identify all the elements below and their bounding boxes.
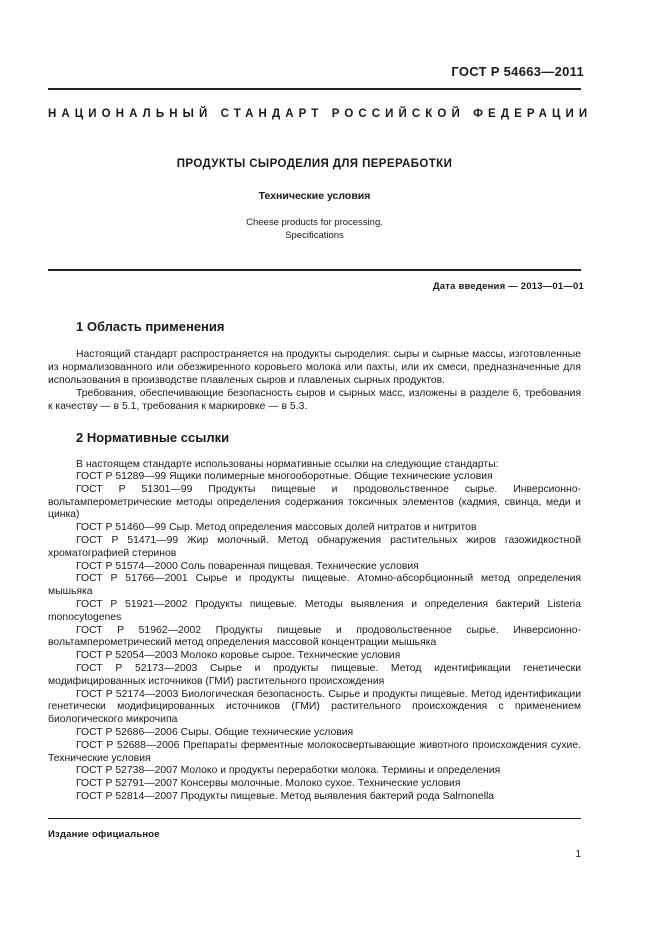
national-standard-banner: НАЦИОНАЛЬНЫЙ СТАНДАРТ РОССИЙСКОЙ ФЕДЕРАЦИИ <box>48 108 593 120</box>
page-number: 1 <box>575 849 581 860</box>
reference-item: ГОСТ Р 51289—99 Ящики полимерные многооборотные. Общие технические условия <box>76 471 493 482</box>
footer-rule <box>48 818 581 819</box>
section-normative-references <box>48 430 581 804</box>
reference-item: ГОСТ Р 51962—2002 Продукты пищевые и продовольственное сырье. Инверсионно-вольтамперометрический метод определения массовой концентрации мышьяка <box>48 624 581 649</box>
reference-item: ГОСТ Р 52174—2003 Биологическая безопасность. Сырье и продукты пищевые. Метод идентификации генетически модифицированных источников (ГМИ) растительного происхождения с применением биологического микрочипа <box>48 688 581 726</box>
section-heading: 1 Область применения <box>76 319 225 334</box>
edition-note: Издание официальное <box>48 829 160 840</box>
reference-item: ГОСТ Р 51460—99 Сыр. Метод определения массовых долей нитратов и нитритов <box>76 522 477 534</box>
english-title-line: Specifications <box>285 230 344 241</box>
reference-list <box>48 471 581 804</box>
paragraph: Требования, обеспечивающие безопасность сыров и сырных масс, изложены в разделе 6, требования к качеству — в 5.1, требования к маркировке — в 5.3. <box>48 388 581 412</box>
document-subtitle: Технические условия <box>258 190 371 202</box>
english-title-line: Cheese products for processing. <box>246 217 383 228</box>
reference-item: ГОСТ Р 52686—2006 Сыры. Общие технические условия <box>76 726 354 738</box>
reference-item: ГОСТ Р 51471—99 Жир молочный. Метод обнаружения растительных жиров газожидкостной хроматографией стеринов <box>48 534 581 559</box>
reference-item: ГОСТ Р 52814—2007 Продукты пищевые. Метод выявления бактерий рода Salmonella <box>76 790 495 802</box>
header-rule <box>48 88 581 90</box>
reference-item: ГОСТ Р 52791—2007 Консервы молочные. Молоко сухое. Технические условия <box>76 778 461 790</box>
paragraph: В настоящем стандарте использованы нормативные ссылки на следующие стандарты: <box>76 459 499 470</box>
section-heading: 2 Нормативные ссылки <box>76 430 230 445</box>
title-rule <box>48 269 581 271</box>
introduction-date: Дата введения — 2013—01—01 <box>432 281 584 292</box>
reference-item: ГОСТ Р 52173—2003 Сырье и продукты пищевые. Метод идентификации генетически модифицированных источников (ГМИ) растительного происхождения <box>48 662 581 687</box>
reference-item: ГОСТ Р 52688—2006 Препараты ферментные молокосвертывающие животного происхождения сухие. Технические условия <box>48 739 581 764</box>
reference-item: ГОСТ Р 51921—2002 Продукты пищевые. Методы выявления и определения бактерий Listeria monocytogenes <box>48 598 581 623</box>
english-title <box>48 216 581 242</box>
document-title: ПРОДУКТЫ СЫРОДЕЛИЯ ДЛЯ ПЕРЕРАБОТКИ <box>176 158 453 170</box>
reference-item: ГОСТ Р 51766—2001 Сырье и продукты пищевые. Атомно-абсорбционный метод определения мышьяка <box>48 573 581 598</box>
document-code: ГОСТ Р 54663—2011 <box>451 64 584 79</box>
reference-item: ГОСТ Р 52054—2003 Молоко коровье сырое. Технические условия <box>76 650 401 662</box>
reference-item: ГОСТ Р 51574—2000 Соль поваренная пищевая. Технические условия <box>76 560 419 572</box>
reference-item: ГОСТ Р 52738—2007 Молоко и продукты переработки молока. Термины и определения <box>76 765 501 777</box>
section-scope <box>48 319 581 413</box>
reference-item: ГОСТ Р 51301—99 Продукты пищевые и продовольственное сырье. Инверсионно-вольтамперометрические методы определения содержания токсичных элементов (кадмия, свинца, меди и цинка) <box>48 483 581 521</box>
paragraph: Настоящий стандарт распространяется на продукты сыроделия: сыры и сырные массы, изготовленные из нормализованного или обезжиренного коровьего молока или пахты, или их смеси, предназначенные для использования в производстве плавленых сыров и плавленых сырных продуктов. <box>48 349 581 386</box>
